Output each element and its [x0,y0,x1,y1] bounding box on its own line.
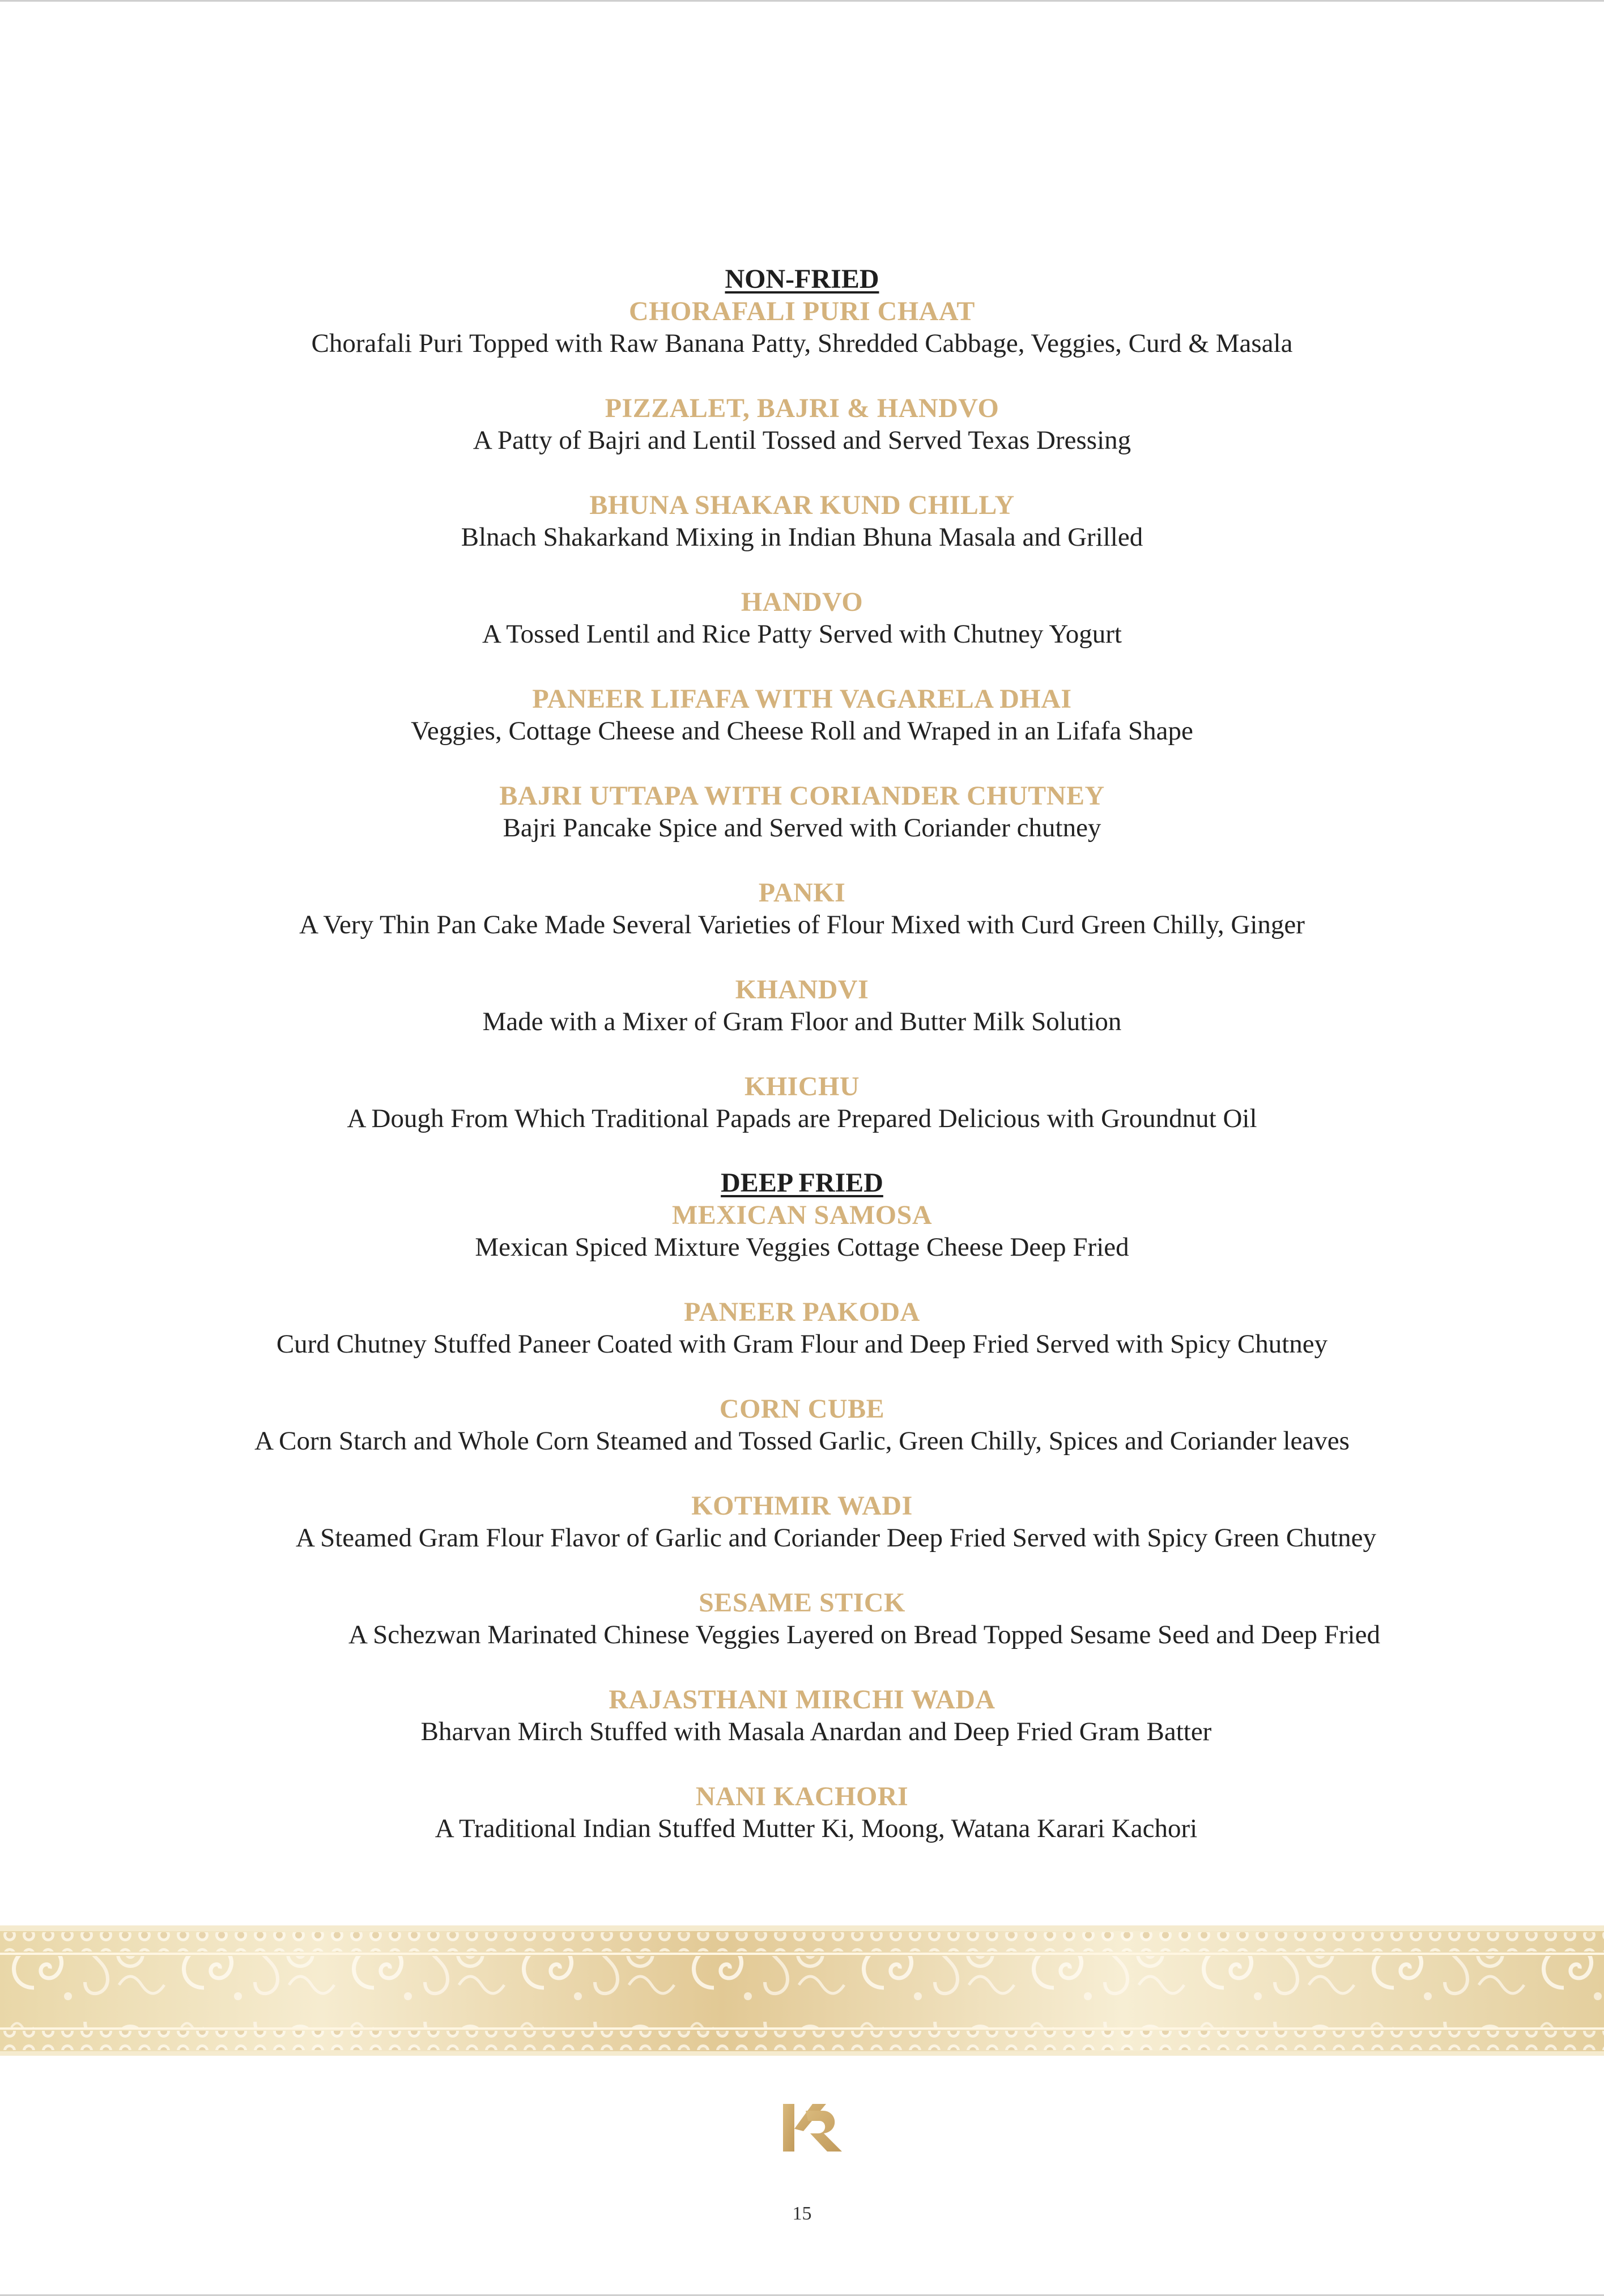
item-name: PANEER LIFAFA WITH VAGARELA DHAI [532,684,1072,714]
item-name: CHORAFALI PURI CHAAT [629,296,975,326]
item-name: KOTHMIR WADI [691,1491,913,1521]
item-description: A Very Thin Pan Cake Made Several Varieties of Flour Mixed with Curd Green Chilly, Ginger [299,910,1305,939]
item-name: SESAME STICK [699,1588,905,1618]
item-description: A Corn Starch and Whole Corn Steamed and Tossed Garlic, Green Chilly, Spices and Coriander leaves [254,1426,1350,1456]
page-number: 15 [792,2203,812,2224]
menu-item [0,877,1604,941]
menu-item [0,489,1604,554]
menu-item [0,1393,1604,1457]
item-description: A Dough From Which Traditional Papads are Prepared Delicious with Groundnut Oil [347,1104,1257,1133]
menu-item [0,586,1604,650]
menu-item [0,1199,1604,1264]
item-description: Chorafali Puri Topped with Raw Banana Patty, Shredded Cabbage, Veggies, Curd & Masala [311,329,1293,358]
menu-item [0,1490,1604,1554]
item-description: Mexican Spiced Mixture Veggies Cottage Cheese Deep Fried [475,1232,1129,1262]
section-title: NON-FRIED [725,264,879,294]
menu-item [0,780,1604,844]
gold-paisley-border [0,1925,1604,2056]
item-description: Bajri Pancake Spice and Served with Coriander chutney [503,813,1101,843]
item-name: PANEER PAKODA [684,1297,920,1327]
menu-item [0,1070,1604,1135]
item-name: PANKI [758,878,846,908]
item-description: Bharvan Mirch Stuffed with Masala Anardan and Deep Fried Gram Batter [420,1717,1212,1746]
item-name: RAJASTHANI MIRCHI WADA [609,1685,995,1715]
item-name: BHUNA SHAKAR KUND CHILLY [589,490,1015,520]
item-description: Made with a Mixer of Gram Floor and Butter Milk Solution [482,1007,1122,1036]
kr-monogram-logo [783,2102,844,2154]
item-description: Veggies, Cottage Cheese and Cheese Roll and Wraped in an Lifafa Shape [411,716,1193,746]
section-deep-fried [0,1167,1604,1845]
section-non-fried [0,263,1604,1135]
menu-item [0,1587,1604,1651]
item-name: KHICHU [744,1072,860,1102]
menu-content [0,263,1604,1877]
menu-item [0,1683,1604,1748]
item-name: NANI KACHORI [695,1781,909,1812]
item-name: BAJRI UTTAPA WITH CORIANDER CHUTNEY [499,781,1105,811]
item-description: A Patty of Bajri and Lentil Tossed and Served Texas Dressing [473,426,1131,455]
menu-item [0,1296,1604,1360]
item-description: A Steamed Gram Flour Flavor of Garlic and Coriander Deep Fried Served with Spicy Green Chutney [296,1523,1376,1553]
menu-item [0,1780,1604,1845]
item-name: PIZZALET, BAJRI & HANDVO [605,393,999,423]
menu-item [0,683,1604,747]
item-description: Blnach Shakarkand Mixing in Indian Bhuna Masala and Grilled [461,522,1143,552]
menu-item [0,295,1604,360]
menu-item [0,392,1604,457]
item-description: A Tossed Lentil and Rice Patty Served with Chutney Yogurt [482,619,1122,649]
item-name: KHANDVI [735,975,869,1005]
section-title: DEEP FRIED [721,1168,883,1198]
menu-item [0,973,1604,1038]
item-description: Curd Chutney Stuffed Paneer Coated with Gram Flour and Deep Fried Served with Spicy Chutney [276,1329,1328,1359]
item-description: A Traditional Indian Stuffed Mutter Ki, Moong, Watana Karari Kachori [435,1814,1198,1843]
item-name: HANDVO [741,587,863,617]
item-name: CORN CUBE [719,1394,885,1424]
item-description: A Schezwan Marinated Chinese Veggies Layered on Bread Topped Sesame Seed and Deep Fried [348,1620,1380,1649]
item-name: MEXICAN SAMOSA [671,1200,932,1230]
